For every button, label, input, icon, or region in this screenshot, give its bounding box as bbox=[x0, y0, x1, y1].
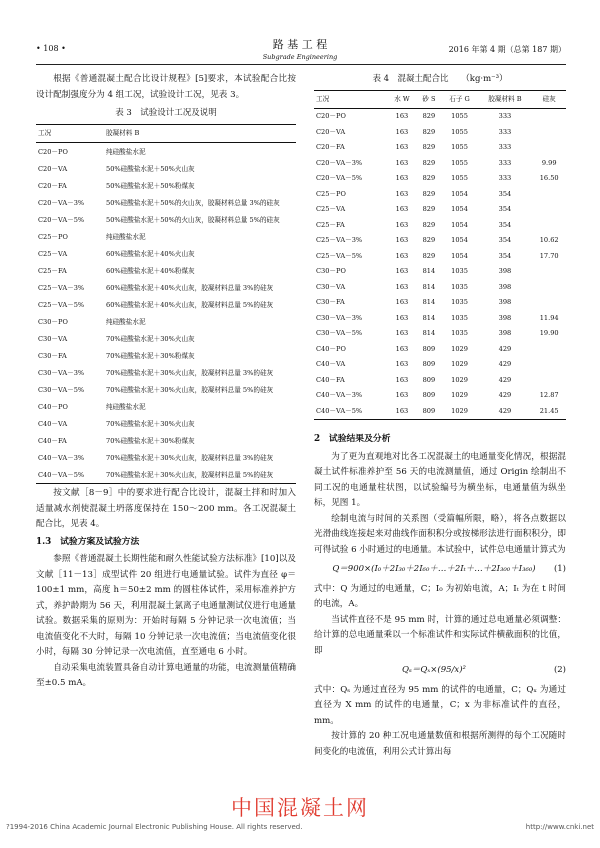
table4-row-cell: 163 bbox=[395, 391, 409, 399]
table3-row-cell: 70%硅酸盐水泥＋30%粉煤灰 bbox=[106, 351, 195, 360]
table4-row-cell: 814 bbox=[422, 313, 436, 322]
table4-row-cell: 1029 bbox=[442, 404, 478, 420]
table3-row bbox=[36, 211, 296, 228]
table4-row bbox=[314, 388, 566, 404]
table4-row-cell: 814 bbox=[422, 267, 436, 275]
table4-row bbox=[314, 233, 566, 249]
table3-row bbox=[36, 143, 296, 161]
formula-2 bbox=[314, 663, 566, 679]
table4-row bbox=[314, 140, 566, 156]
table4-row-cell: 1054 bbox=[451, 236, 468, 244]
table4-row-cell: 333 bbox=[498, 158, 512, 167]
table3-row-cell: C30－VA－3% bbox=[38, 368, 85, 377]
table4-row-cell: 809 bbox=[422, 375, 436, 384]
table4-row-cell bbox=[532, 218, 566, 234]
table4-row-cell: 163 bbox=[395, 329, 409, 337]
table4-row-cell: C40－PO bbox=[316, 344, 346, 353]
table3-row bbox=[36, 296, 296, 313]
table4-row bbox=[314, 311, 566, 327]
table4-row-cell: 163 bbox=[395, 282, 409, 291]
table3-row-cell: C40－FA bbox=[38, 436, 67, 445]
table3-row-cell: 纯硅酸盐水泥 bbox=[106, 147, 146, 156]
results-paragraph-2: 绘制电流与时间的关系图（受篇幅所限，略），将各点数据以光滑曲线连接起来对曲线作面积积分或按梯形法进行面积积分，即可得试验 6 小时通过的电通量。本试验中，试件总电通量计算式为 bbox=[314, 513, 566, 555]
table4-row-cell: C30－FA bbox=[316, 298, 345, 306]
table4-header-cell: 胶凝材料 B bbox=[478, 90, 533, 109]
table4-header-cell: 水 W bbox=[388, 90, 417, 109]
table4-row-cell: 1054 bbox=[451, 189, 468, 198]
table4-row bbox=[314, 218, 566, 234]
table4-row-cell: 163 bbox=[395, 205, 409, 213]
table4-row-cell: 814 bbox=[422, 298, 436, 306]
table3-row-cell: 70%硅酸盐水泥＋30%火山灰，胶凝材料总量 5%的硅灰 bbox=[106, 385, 274, 394]
table4-row bbox=[314, 156, 566, 172]
table4-row-cell: 163 bbox=[395, 251, 409, 260]
table3-row-cell: C40－VA－3% bbox=[38, 453, 85, 462]
table3-row-cell: 60%硅酸盐水泥＋40%火山灰，胶凝材料总量 5%的硅灰 bbox=[106, 300, 274, 309]
table4-row-cell: 1029 bbox=[451, 344, 468, 353]
table4-row-cell: 1035 bbox=[451, 313, 468, 322]
table3-row-cell: 纯硅酸盐水泥 bbox=[106, 232, 146, 241]
table4-row bbox=[314, 125, 566, 141]
table3-row-cell: C40－VA－5% bbox=[36, 466, 104, 484]
table4-row-cell: 17.70 bbox=[539, 251, 559, 260]
table3-row-cell: 70%硅酸盐水泥＋30%火山灰 bbox=[106, 419, 195, 428]
table4-row-cell: 1055 bbox=[451, 112, 468, 120]
table4-row-cell: 333 bbox=[498, 174, 512, 182]
table4-header-cell: 砂 S bbox=[416, 90, 441, 109]
table3-row-cell: C20－VA－3% bbox=[38, 198, 85, 207]
journal-title-en: Subgrade Engineering bbox=[262, 53, 338, 61]
table4-row-cell: 163 bbox=[388, 404, 417, 420]
table4-row-cell: 354 bbox=[498, 220, 512, 229]
table4-row-cell: 1035 bbox=[451, 298, 468, 306]
table4-row-cell: 1054 bbox=[451, 251, 468, 260]
table3-row-cell: C30－PO bbox=[38, 317, 68, 326]
table4-row-cell: 1055 bbox=[451, 127, 468, 136]
table4-row-cell: 1035 bbox=[451, 329, 468, 337]
table4-row-cell: 333 bbox=[498, 112, 512, 120]
table4-row-cell: 809 bbox=[416, 404, 441, 420]
table4-row-cell bbox=[532, 342, 566, 358]
table3-row bbox=[36, 466, 296, 484]
table4-row-cell: 829 bbox=[422, 251, 436, 260]
table3-row bbox=[36, 398, 296, 415]
table3-header-cell: 工况 bbox=[36, 124, 104, 143]
table4-row-cell bbox=[532, 202, 566, 218]
table4-row-cell: C25－VA bbox=[316, 205, 346, 213]
table4-row-cell: C40－VA bbox=[316, 360, 346, 368]
table3-row-cell: C40－PO bbox=[38, 402, 68, 411]
table4-row-cell: 809 bbox=[422, 360, 436, 368]
table4-row-cell: C30－VA－5% bbox=[316, 329, 363, 337]
table4-row bbox=[314, 357, 566, 373]
table4-header-cell: 石子 G bbox=[442, 90, 478, 109]
table3-row-cell: 60%硅酸盐水泥＋40%火山灰，胶凝材料总量 3%的硅灰 bbox=[106, 283, 274, 292]
results-paragraph-1: 为了更为直观地对比各工况混凝土的电通量变化情况，根据混凝土试件标准养护至 56 天的电流测量值，通过 Origin 绘制出不同工况的电通量柱状图，以试验编号为横坐标，电通量值为纵坐标，见图 1。 bbox=[314, 451, 566, 508]
formula-1 bbox=[314, 562, 566, 578]
method-paragraph: 参照《普通混凝土长期性能和耐久性能试验方法标准》[10]以及文献［11－13］成型试件 20 组进行电通量试验。试件为直径 φ＝100±1 mm，高度 h＝50±2 mm 的圆柱体试件，采用标准养护方式，养护龄期为 56 天，利用混凝土氯离子电通量测试仪进行电通量试验。数据采集的原则为：开始时每隔 5 分钟记录一次电流值；当电流值变化不大时，每隔 10 分钟记录一次电流值；当电流值变化很小时，每隔 30 分钟记录一次电流值，直至通电 6 小时。 bbox=[36, 554, 296, 657]
table4-row-cell: 429 bbox=[498, 375, 512, 384]
table3-row-cell: 70%硅酸盐水泥＋30%火山灰，胶凝材料总量 5%的硅灰 bbox=[104, 466, 296, 484]
results-paragraph-3: 式中：Q 为通过的电通量，C；I₀ 为初始电流，A；Iₜ 为在 t 时间的电流，A。 bbox=[314, 583, 566, 609]
table3-row-cell: 70%硅酸盐水泥＋30%火山灰，胶凝材料总量 3%的硅灰 bbox=[106, 453, 274, 462]
table3-row-cell: 50%硅酸盐水泥＋50%火山灰 bbox=[106, 164, 195, 173]
table4-row bbox=[314, 295, 566, 311]
table4-row-cell bbox=[532, 295, 566, 311]
table3-row-cell: 纯硅酸盐水泥 bbox=[106, 402, 146, 411]
table3-row bbox=[36, 177, 296, 194]
table4-row-cell: 429 bbox=[498, 360, 512, 368]
section-2-title: 2 试验结果及分析 bbox=[314, 434, 391, 444]
issue-info: 2016 年第 4 期（总第 187 期） bbox=[448, 45, 566, 54]
table4-row bbox=[314, 264, 566, 280]
table4-row-cell: 829 bbox=[422, 158, 436, 167]
table4-row-cell bbox=[532, 357, 566, 373]
table4-row-cell: C30－VA－3% bbox=[316, 313, 363, 322]
table3 bbox=[36, 124, 296, 485]
table4-row bbox=[314, 373, 566, 389]
table4-row-cell: 829 bbox=[422, 236, 436, 244]
table4-row-cell: 814 bbox=[422, 282, 436, 291]
table4-row-cell: 1055 bbox=[451, 158, 468, 167]
table4-row-cell: 16.50 bbox=[539, 174, 559, 182]
table4-row-cell: 1054 bbox=[451, 220, 468, 229]
table4-row-cell: 163 bbox=[395, 220, 409, 229]
table3-header-row bbox=[36, 124, 296, 143]
table3-row bbox=[36, 347, 296, 364]
table4-row-cell: C40－VA－5% bbox=[314, 404, 388, 420]
page-number: • 108 • bbox=[36, 44, 66, 53]
table4-row-cell: 354 bbox=[498, 205, 512, 213]
table4-row-cell: 809 bbox=[422, 391, 436, 399]
table3-row bbox=[36, 330, 296, 347]
table4-row-cell: 163 bbox=[395, 189, 409, 198]
footer-link[interactable]: http://www.cnki.net bbox=[525, 823, 594, 831]
table4-row bbox=[314, 187, 566, 203]
table4-row-cell: 163 bbox=[395, 143, 409, 151]
table4-row-cell: 163 bbox=[395, 158, 409, 167]
table3-row-cell: C30－VA bbox=[38, 334, 68, 343]
table3-row-cell: C25－FA bbox=[38, 266, 67, 275]
table3-row bbox=[36, 194, 296, 211]
table4-row-cell: 429 bbox=[498, 344, 512, 353]
table4-row-cell: C40－VA－3% bbox=[316, 391, 363, 399]
table4-row-cell bbox=[532, 187, 566, 203]
table3-row bbox=[36, 381, 296, 398]
table4-row-cell: 1054 bbox=[451, 205, 468, 213]
table3-row bbox=[36, 432, 296, 449]
table4-row-cell: 354 bbox=[498, 189, 512, 198]
formula-1-number: (1) bbox=[553, 564, 566, 574]
table4 bbox=[314, 90, 566, 421]
table4-row-cell: 1029 bbox=[451, 391, 468, 399]
table4-row-cell: 829 bbox=[422, 127, 436, 136]
table4-row-cell: 398 bbox=[498, 313, 512, 322]
table3-row-cell: C25－PO bbox=[38, 232, 68, 241]
table3-row-cell: 70%硅酸盐水泥＋30%火山灰 bbox=[106, 334, 195, 343]
formula-1-body: Q＝900×(I₀＋2I₃₀＋2I₆₀＋…＋2Iₜ＋…＋2I₃₀₀＋I₃₆₀) bbox=[332, 564, 536, 574]
table4-row-cell: 354 bbox=[498, 251, 512, 260]
table4-row-cell: 333 bbox=[498, 127, 512, 136]
table4-row-cell: 1029 bbox=[451, 360, 468, 368]
table4-row-cell: 163 bbox=[395, 236, 409, 244]
table4-row-cell: C20－FA bbox=[316, 143, 345, 151]
table3-row-cell: C30－VA－5% bbox=[38, 385, 85, 394]
table3-row-cell: C20－VA bbox=[38, 164, 68, 173]
table4-row-cell: 163 bbox=[395, 313, 409, 322]
table4-header-cell: 硅灰 bbox=[532, 90, 566, 109]
table4-row-cell: 163 bbox=[395, 127, 409, 136]
table4-row-cell: 163 bbox=[395, 267, 409, 275]
table3-row bbox=[36, 364, 296, 381]
formula-2-number: (2) bbox=[553, 665, 566, 675]
table4-row-cell: 829 bbox=[422, 112, 436, 120]
table3-row bbox=[36, 228, 296, 245]
table4-row-cell: 19.90 bbox=[539, 329, 559, 337]
table4-row-cell bbox=[532, 280, 566, 296]
table3-row bbox=[36, 262, 296, 279]
table4-row bbox=[314, 326, 566, 342]
table4-row-cell bbox=[532, 264, 566, 280]
watermark-text: 中国混凝土网 bbox=[231, 796, 369, 820]
table4-row-cell: 398 bbox=[498, 282, 512, 291]
table3-row-cell: 50%硅酸盐水泥＋50%粉煤灰 bbox=[106, 181, 195, 190]
intro-paragraph: 根据《普通混凝土配合比设计规程》[5]要求，本试验配合比按设计配制强度分为 4 组工况，试验设计工况，见表 3。 bbox=[36, 74, 296, 100]
section-1-3-title: 1.3 试验方案及试验方法 bbox=[36, 536, 140, 547]
table3-row-cell: C20－PO bbox=[38, 147, 68, 156]
table3-row-cell: 60%硅酸盐水泥＋40%粉煤灰 bbox=[106, 266, 195, 275]
table3-row-cell: 70%硅酸盐水泥＋30%火山灰，胶凝材料总量 3%的硅灰 bbox=[106, 368, 274, 377]
table4-row-cell: 398 bbox=[498, 267, 512, 275]
table4-row-cell: 1055 bbox=[451, 143, 468, 151]
table4-row-cell: C25－PO bbox=[316, 189, 346, 198]
table4-row bbox=[314, 404, 566, 420]
table4-row-cell: 163 bbox=[395, 174, 409, 182]
table3-row-cell: C25－VA－3% bbox=[38, 283, 85, 292]
table4-row-cell: 163 bbox=[395, 344, 409, 353]
table4-row-cell: C30－PO bbox=[316, 267, 346, 275]
footer-copyright: ?1994-2016 China Academic Journal Electronic Publishing House. All rights reserved. bbox=[6, 823, 303, 831]
table3-row bbox=[36, 313, 296, 330]
header-rule bbox=[36, 64, 566, 65]
table3-row bbox=[36, 245, 296, 262]
table4-row-cell: C20－VA bbox=[316, 127, 346, 136]
table4-row-cell bbox=[532, 125, 566, 141]
results-paragraph-4: 当试件直径不是 95 mm 时，计算的通过总电通量必须调整：给计算的总电通量乘以一个标准试件和实际试件横截面积的比值，即 bbox=[314, 614, 566, 656]
after-table3-paragraph: 按文献［8－9］中的要求进行配合比设计，混凝土拌和时加入适量减水剂使混凝土坍落度保持在 150～200 mm。各工况混凝土配合比，见表 4。 bbox=[36, 488, 296, 529]
table4-row-cell: 21.45 bbox=[532, 404, 566, 420]
right-column bbox=[314, 72, 566, 760]
table3-row-cell: 50%硅酸盐水泥＋50%的火山灰，胶凝材料总量 5%的硅灰 bbox=[106, 215, 280, 224]
table4-row-cell: 829 bbox=[422, 220, 436, 229]
table4-row bbox=[314, 342, 566, 358]
table4-row-cell: 1035 bbox=[451, 267, 468, 275]
table3-row bbox=[36, 449, 296, 466]
table4-row-cell: 354 bbox=[498, 236, 512, 244]
table4-caption: 表 4 混凝土配合比 （kg·m⁻³） bbox=[372, 74, 508, 84]
table4-row-cell bbox=[532, 109, 566, 125]
table4-row-cell: 12.87 bbox=[539, 391, 559, 399]
table3-row-cell: C20－VA－5% bbox=[38, 215, 85, 224]
table4-row-cell: 829 bbox=[422, 174, 436, 182]
table4-row-cell: 11.94 bbox=[539, 313, 559, 322]
table4-row-cell: 814 bbox=[422, 329, 436, 337]
table4-row-cell: 398 bbox=[498, 298, 512, 306]
table3-header-cell: 胶凝材料 B bbox=[104, 124, 296, 143]
table3-body bbox=[36, 143, 296, 484]
table4-row-cell: 429 bbox=[478, 404, 533, 420]
table3-row-cell: C30－FA bbox=[38, 351, 67, 360]
table4-row-cell: 829 bbox=[422, 143, 436, 151]
table4-row-cell: 829 bbox=[422, 189, 436, 198]
results-paragraph-6: 按计算的 20 种工况电通量数值和根据所测得的每个工况随时间变化的电流值，利用公式计算出每 bbox=[314, 731, 566, 757]
table4-row-cell: 1055 bbox=[451, 174, 468, 182]
table4-row-cell: C40－FA bbox=[316, 375, 345, 384]
table4-row-cell: 10.62 bbox=[539, 236, 559, 244]
table3-row-cell: C25－VA－5% bbox=[38, 300, 85, 309]
table4-header-cell: 工况 bbox=[314, 90, 388, 109]
table4-row-cell: 163 bbox=[395, 112, 409, 120]
auto-collect-paragraph: 自动采集电流装置具备自动计算电通量的功能，电流测量值精确至±0.5 mA。 bbox=[36, 662, 296, 688]
left-column bbox=[36, 72, 296, 692]
table4-row bbox=[314, 109, 566, 125]
table4-row-cell: C25－VA－5% bbox=[316, 251, 363, 260]
table3-row-cell: C20－FA bbox=[38, 181, 67, 190]
table4-row bbox=[314, 202, 566, 218]
journal-title-cn: 路 基 工 程 bbox=[272, 38, 328, 51]
formula-2-body: Qₛ＝Qₓ×(95/x)² bbox=[401, 665, 466, 675]
table4-row-cell: 1029 bbox=[451, 375, 468, 384]
table3-row bbox=[36, 160, 296, 177]
table4-row-cell bbox=[532, 373, 566, 389]
table3-row-cell: C40－VA bbox=[38, 419, 68, 428]
table4-row-cell: C20－VA－3% bbox=[316, 158, 363, 167]
table4-row-cell: 9.99 bbox=[541, 158, 557, 167]
table4-header-row bbox=[314, 90, 566, 109]
table3-row bbox=[36, 279, 296, 296]
table4-row-cell: C20－VA－5% bbox=[316, 174, 363, 182]
table4-row-cell: 809 bbox=[422, 344, 436, 353]
table4-row-cell: C25－VA－3% bbox=[316, 236, 363, 244]
table3-row-cell: 纯硅酸盐水泥 bbox=[106, 317, 146, 326]
table4-row-cell: 333 bbox=[498, 143, 512, 151]
table4-row-cell: 829 bbox=[422, 205, 436, 213]
table4-row-cell: C25－FA bbox=[316, 220, 345, 229]
table4-row-cell: 398 bbox=[498, 329, 512, 337]
table4-row bbox=[314, 249, 566, 265]
table3-row-cell: 60%硅酸盐水泥＋40%火山灰 bbox=[106, 249, 195, 258]
table4-row bbox=[314, 171, 566, 187]
table4-row-cell: 163 bbox=[395, 375, 409, 384]
table4-row-cell bbox=[532, 140, 566, 156]
table3-row-cell: 70%硅酸盐水泥＋30%粉煤灰 bbox=[106, 436, 195, 445]
table4-row-cell: 429 bbox=[498, 391, 512, 399]
table3-row-cell: 50%硅酸盐水泥＋50%的火山灰，胶凝材料总量 3%的硅灰 bbox=[106, 198, 280, 207]
results-paragraph-5: 式中：Qₛ 为通过直径为 95 mm 的试件的电通量，C；Qₓ 为通过直径为 X mm 的试件的电通量，C；x 为非标准试件的直径，mm。 bbox=[314, 684, 566, 726]
table3-row-cell: C25－VA bbox=[38, 249, 68, 258]
table4-row-cell: 163 bbox=[395, 298, 409, 306]
table4-row-cell: C20－PO bbox=[316, 112, 346, 120]
table3-caption: 表 3 试验设计工况及说明 bbox=[115, 108, 217, 118]
table4-row-cell: 1035 bbox=[451, 282, 468, 291]
table4-row-cell: 163 bbox=[395, 360, 409, 368]
table3-row bbox=[36, 415, 296, 432]
table4-row bbox=[314, 280, 566, 296]
table4-row-cell: C30－VA bbox=[316, 282, 346, 291]
table4-body bbox=[314, 109, 566, 420]
